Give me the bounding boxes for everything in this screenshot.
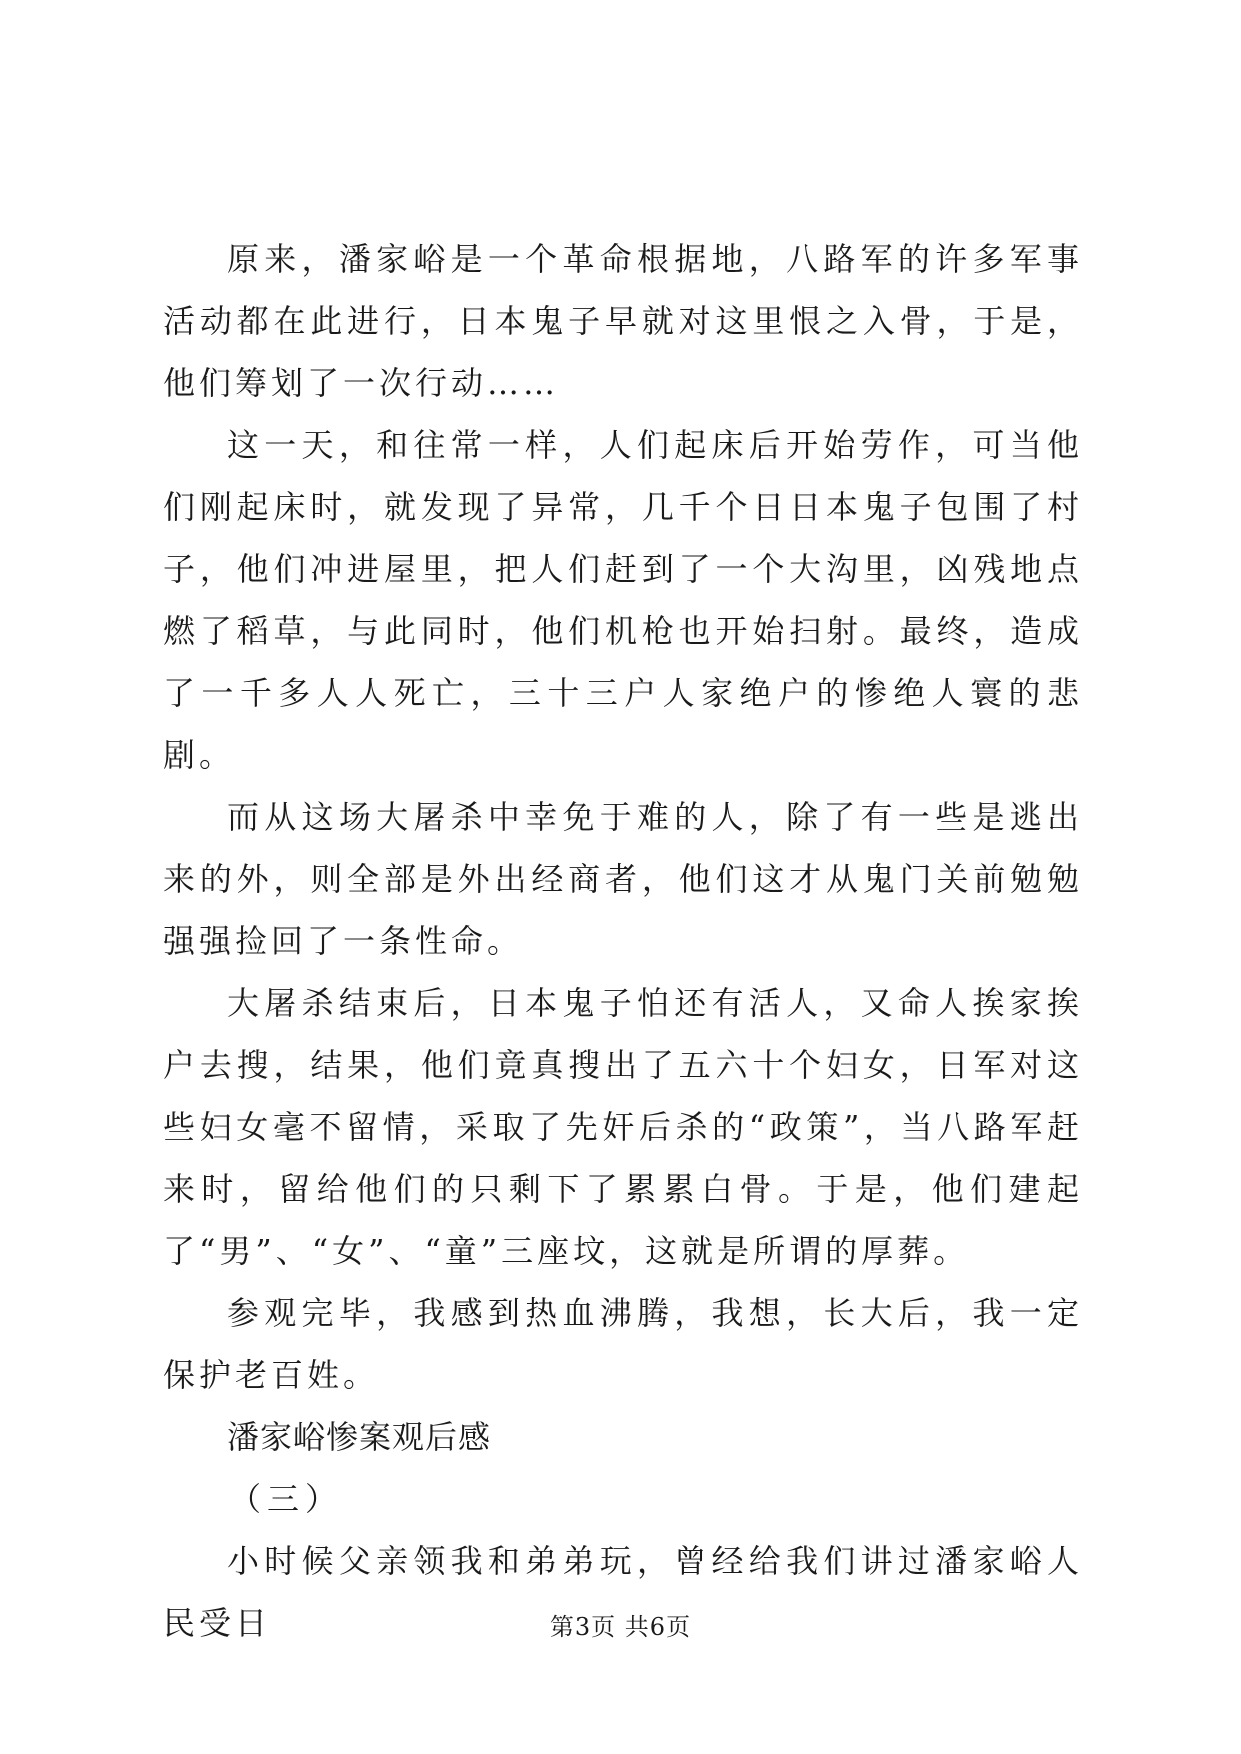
paragraph-5: 参观完毕，我感到热血沸腾，我想，长大后，我一定保护老百姓。 xyxy=(163,1294,1083,1394)
essay-title: 潘家峪惨案观后感 xyxy=(227,1418,492,1456)
section-number: （三） xyxy=(229,1480,344,1518)
paragraph-3: 而从这场大屠杀中幸免于难的人，除了有一些是逃出来的外，则全部是外出经商者，他们这才从鬼门关前勉勉强强捡回了一条性命。 xyxy=(163,798,1083,960)
paragraph-1: 原来，潘家峪是一个革命根据地，八路军的许多军事活动都在此进行，日本鬼子早就对这里恨之入骨，于是，他们筹划了一次行动…… xyxy=(163,240,1083,402)
paragraph-2: 这一天，和往常一样，人们起床后开始劳作，可当他们刚起床时，就发现了异常，几千个日日本鬼子包围了村子，他们冲进屋里，把人们赶到了一个大沟里，凶残地点燃了稻草，与此同时，他们机枪也开始扫射。最终，造成了一千多人人死亡，三十三户人家绝户的惨绝人寰的悲剧。 xyxy=(163,426,1083,774)
page-footer: 第3页 共6页 xyxy=(549,1613,692,1641)
paragraph-6: 小时候父亲领我和弟弟玩，曾经给我们讲过潘家峪人民受日 xyxy=(163,1542,1083,1642)
document-body xyxy=(163,228,1083,1654)
paragraph-4: 大屠杀结束后，日本鬼子怕还有活人，又命人挨家挨户去搜，结果，他们竟真搜出了五六十个妇女，日军对这些妇女毫不留情，采取了先奸后杀的“政策”，当八路军赶来时，留给他们的只剩下了累累白骨。于是，他们建起了“男”、“女”、“童”三座坟，这就是所谓的厚葬。 xyxy=(163,984,1083,1270)
